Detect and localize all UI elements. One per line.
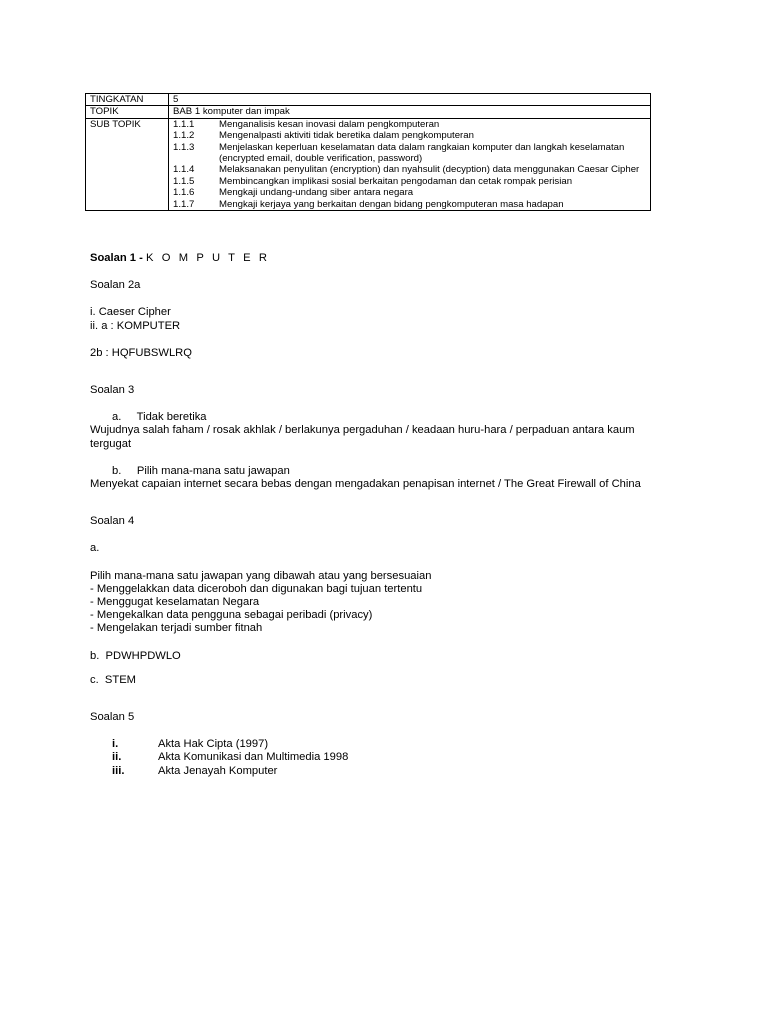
act-number: i.	[112, 738, 119, 751]
act-number: iii.	[112, 764, 125, 777]
question-4b: b. PDWHPDWLO	[90, 649, 181, 662]
question-3b-answer: Menyekat capaian internet secara bebas dengan mengadakan penapisan internet / The Great Firewall of China	[90, 478, 641, 491]
subtopic-text: Melaksanakan penyulitan (encryption) dan nyahsulit (decyption) data menggunakan Caesar Cipher	[219, 164, 640, 176]
list-item	[112, 765, 690, 778]
subtopic-text: Menjelaskan keperluan keselamatan data dalam rangkaian komputer dan langkah keselamatan (encrypted email, double verification, password)	[219, 141, 625, 165]
question-4a-intro: Pilih mana-mana satu jawapan yang dibawah atau yang bersesuaian	[90, 569, 432, 582]
question-2a-ii: ii. a : KOMPUTER	[90, 319, 181, 332]
question-1	[90, 252, 690, 265]
subtopic-number: 1.1.3	[173, 141, 195, 153]
subtopic-text: Menganalisis kesan inovasi dalam pengkomputeran	[219, 118, 440, 130]
subtopic-number: 1.1.4	[173, 164, 195, 176]
table-label-subtopik: SUB TOPIK	[86, 118, 169, 210]
subtopic-item	[173, 119, 646, 130]
answer-content	[90, 252, 690, 778]
list-item: - Menggugat keselamatan Negara	[90, 596, 260, 609]
subtopic-item	[173, 164, 646, 175]
question-4-label: Soalan 4	[90, 515, 135, 528]
table-row	[86, 118, 651, 210]
table-label-tingkatan: TINGKATAN	[86, 94, 169, 106]
subtopic-number: 1.1.2	[173, 130, 195, 142]
list-item: - Mengelakan terjadi sumber fitnah	[90, 622, 263, 635]
subtopic-number: 1.1.5	[173, 175, 195, 187]
subtopic-number: 1.1.1	[173, 118, 195, 130]
act-text: Akta Jenayah Komputer	[158, 764, 278, 777]
question-4a-label: a.	[90, 542, 100, 555]
table-label-topik: TOPIK	[86, 106, 169, 118]
subtopic-item	[173, 176, 646, 187]
act-text: Akta Komunikasi dan Multimedia 1998	[158, 751, 349, 764]
question-1-label: Soalan 1 -	[90, 252, 146, 264]
subtopic-item	[173, 199, 646, 210]
question-4c: c. STEM	[90, 673, 136, 686]
subtopic-text: Mengkaji undang-undang siber antara negara	[219, 187, 414, 199]
question-3-label: Soalan 3	[90, 384, 135, 397]
act-list	[112, 738, 690, 778]
question-2b: 2b : HQFUBSWLRQ	[90, 346, 192, 359]
act-number: ii.	[112, 751, 122, 764]
list-item: - Mengekalkan data pengguna sebagai peribadi (privacy)	[90, 609, 373, 622]
table-value-tingkatan: 5	[169, 94, 651, 106]
subtopic-item	[173, 187, 646, 198]
table-value-topik: BAB 1 komputer dan impak	[169, 106, 651, 118]
question-3a-answer: Wujudnya salah faham / rosak akhlak / berlakunya pergaduhan / keadaan huru-hara / perpaduan antara kaum tergugat	[90, 424, 635, 450]
subtopic-text: Mengenalpasti aktiviti tidak beretika dalam pengkomputeran	[219, 130, 474, 142]
table-row	[86, 106, 651, 118]
list-item: - Menggelakkan data diceroboh dan digunakan bagi tujuan tertentu	[90, 582, 423, 595]
table-row	[86, 94, 651, 106]
question-1-answer: K O M P U T E R	[145, 252, 270, 264]
subtopic-item	[173, 130, 646, 141]
question-3b-heading: b. Pilih mana-mana satu jawapan	[112, 464, 290, 477]
list-item	[112, 738, 690, 751]
subtopic-number: 1.1.6	[173, 187, 195, 199]
list-item	[112, 751, 690, 764]
question-2a-i: i. Caeser Cipher	[90, 306, 171, 319]
act-text: Akta Hak Cipta (1997)	[158, 738, 269, 751]
subtopic-text: Membincangkan implikasi sosial berkaitan pengodaman dan cetak rompak perisian	[219, 175, 573, 187]
subtopic-list	[169, 118, 651, 210]
subtopic-number: 1.1.7	[173, 198, 195, 210]
subtopic-text: Mengkaji kerjaya yang berkaitan dengan bidang pengkomputeran masa hadapan	[219, 198, 564, 210]
question-2a-label: Soalan 2a	[90, 279, 141, 292]
question-5-label: Soalan 5	[90, 711, 135, 724]
subtopic-item	[173, 142, 646, 165]
topic-info-table	[85, 93, 651, 211]
question-3a-heading: a. Tidak beretika	[112, 411, 207, 424]
